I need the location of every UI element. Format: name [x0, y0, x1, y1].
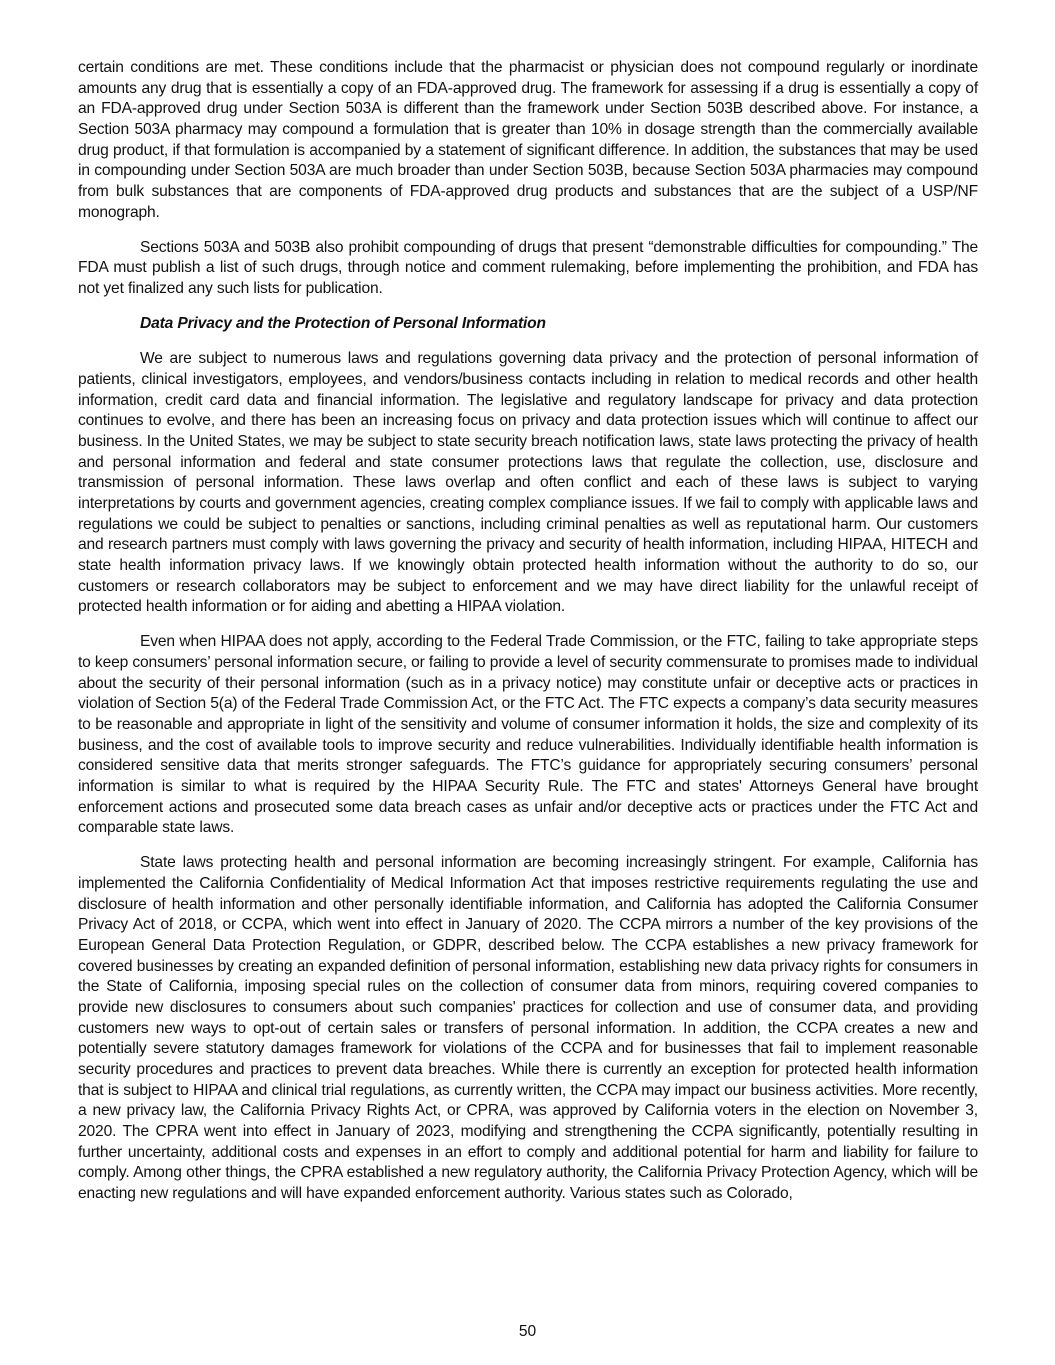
- paragraph-503a-framework: certain conditions are met. These conditions include that the pharmacist or physician does not compound regularly or inordinate amounts any drug that is essentially a copy of an FDA-approved drug. The framework for assessing if a drug is essentially a copy of an FDA-approved drug under Section 503A is different than the framework under Section 503B described above. For instance, a Section 503A pharmacy may compound a formulation that is greater than 10% in dosage strength than the commercially available drug product, if that formulation is accompanied by a statement of significant difference. In addition, the substances that may be used in compounding under Section 503A are much broader than under Section 503B, because Section 503A pharmacies may compound from bulk substances that are components of FDA-approved drug products and substances that are the subject of a USP/NF monograph.: [78, 59, 978, 221]
- paragraph-privacy-laws: We are subject to numerous laws and regulations governing data privacy and the protection of personal information of patients, clinical investigators, employees, and vendors/business contacts including in relation to medical records and other health information, credit card data and financial information. The legislative and regulatory landscape for privacy and data protection continues to evolve, and there has been an increasing focus on privacy and data protection issues which will continue to affect our business. In the United States, we may be subject to state security breach notification laws, state laws protecting the privacy of health and personal information and federal and state consumer protections laws that regulate the collection, use, disclosure and transmission of personal information. These laws overlap and often conflict and each of these laws is subject to varying interpretations by courts and government agencies, creating complex compliance issues. If we fail to comply with applicable laws and regulations we could be subject to penalties or sanctions, including criminal penalties as well as reputational harm. Our customers and research partners must comply with laws governing the privacy and security of health information, including HIPAA, HITECH and state health information privacy laws. If we knowingly obtain protected health information without the authority to do so, our customers or research collaborators may be subject to enforcement and we may have direct liability for the unlawful receipt of protected health information or for aiding and abetting a HIPAA violation.: [78, 350, 978, 616]
- paragraph-ftc: Even when HIPAA does not apply, according to the Federal Trade Commission, or the FTC, failing to take appropriate steps to keep consumers’ personal information secure, or failing to provide a level of security commensurate to promises made to individual about the security of their personal information (such as in a privacy notice) may constitute unfair or deceptive acts or practices in violation of Section 5(a) of the Federal Trade Commission Act, or the FTC Act. The FTC expects a company’s data security measures to be reasonable and appropriate in light of the sensitivity and volume of consumer information it holds, the size and complexity of its business, and the cost of available tools to improve security and reduce vulnerabilities. Individually identifiable health information is considered sensitive data that merits stronger safeguards. The FTC’s guidance for appropriately securing consumers’ personal information is similar to what is required by the HIPAA Security Rule. The FTC and states' Attorneys General have brought enforcement actions and prosecuted some data breach cases as unfair and/or deceptive acts or practices under the FTC Act and comparable state laws.: [78, 633, 978, 837]
- document-page: [78, 58, 978, 1219]
- page-number: 50: [518, 1323, 537, 1340]
- paragraph-state-laws: State laws protecting health and personal information are becoming increasingly stringent. For example, California has implemented the California Confidentiality of Medical Information Act that imposes restrictive requirements regulating the use and disclosure of health information and other personally identifiable information, and California has adopted the California Consumer Privacy Act of 2018, or CCPA, which went into effect in January of 2020. The CCPA mirrors a number of the key provisions of the European General Data Protection Regulation, or GDPR, described below. The CCPA establishes a new privacy framework for covered businesses by creating an expanded definition of personal information, establishing new data privacy rights for consumers in the State of California, imposing special rules on the collection of consumer data from minors, requiring covered companies to provide new disclosures to consumers about such companies' practices for collection and use of consumer data, and providing customers new ways to opt-out of certain sales or transfers of personal information. In addition, the CCPA creates a new and potentially severe statutory damages framework for violations of the CCPA and for businesses that fail to implement reasonable security procedures and practices to prevent data breaches. While there is currently an exception for protected health information that is subject to HIPAA and clinical trial regulations, as currently written, the CCPA may impact our business activities. More recently, a new privacy law, the California Privacy Rights Act, or CPRA, was approved by California voters in the election on November 3, 2020. The CPRA went into effect in January of 2023, modifying and strengthening the CCPA significantly, potentially resulting in further uncertainty, additional costs and expenses in an effort to comply and additional potential for harm and liability for failure to comply. Among other things, the CPRA established a new regulatory authority, the California Privacy Protection Agency, which will be enacting new regulations and will have expanded enforcement authority. Various states such as Colorado,: [78, 854, 978, 1202]
- section-heading-data-privacy: Data Privacy and the Protection of Personal Information: [140, 315, 546, 333]
- paragraph-demonstrable-difficulties: Sections 503A and 503B also prohibit compounding of drugs that present “demonstrable difficulties for compounding.” The FDA must publish a list of such drugs, through notice and comment rulemaking, before implementing the prohibition, and FDA has not yet finalized any such lists for publication.: [78, 238, 978, 298]
